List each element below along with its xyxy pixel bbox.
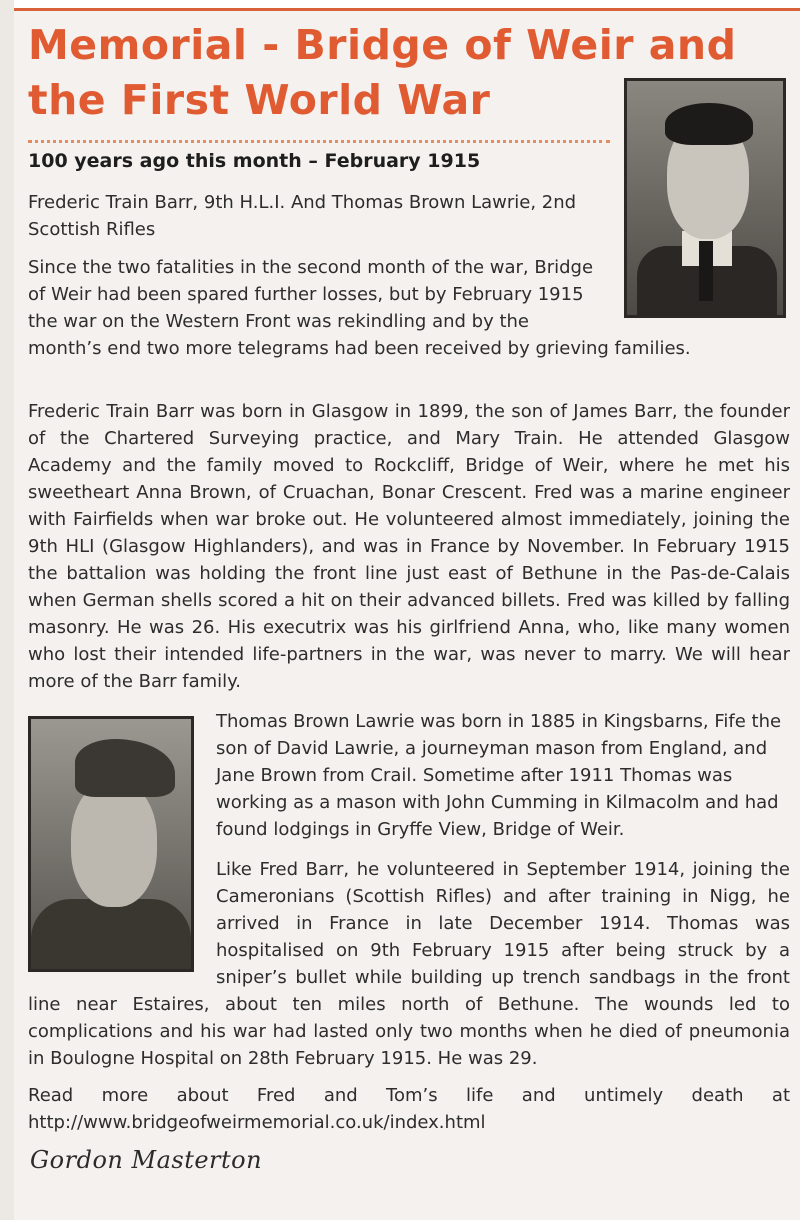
since-paragraph [28, 254, 788, 362]
photo-wrap-spacer [28, 856, 216, 991]
article-title: Memorial - Bridge of Weir and the First World War [28, 21, 737, 124]
lawrie-paragraph-1: Thomas Brown Lawrie was born in 1885 in Kingsbarns, Fife the son of David Lawrie, a journeyman mason from England, and Jane Brown from Crail. Sometime after 1911 Thomas was working as a mason with John Cumming in Kilmacolm and had found lodgings in Gryffe View, Bridge of Weir. [216, 711, 782, 840]
page-edge [0, 0, 14, 1220]
top-border [0, 0, 800, 11]
barr-paragraph: Frederic Train Barr was born in Glasgow in 1899, the son of James Barr, the founder of the Chartered Surveying practice, and Mary Train. He attended Glasgow Academy and the family moved to Rockcliff, Bridge of Weir, where he met his sweetheart Anna Brown, of Cruachan, Bonar Crescent. Fred was a marine engineer with Fairfields when war broke out. He volunteered almost immediately, joining the 9th HLI (Glasgow Highlanders), and was in France by November. In February 1915 the battalion was holding the front line just east of Bethune in the Pas-de-Calais when German shells scored a hit on their advanced billets. Fred was killed by falling masonry. He was 26. His executrix was his girlfriend Anna, who, like many women who lost their intended life-partners in the war, was never to marry. We will hear more of the Barr family. [28, 401, 790, 692]
since-text: Since the two fatalities in the second month of the war, Bridge of Weir had been spared further losses, but by February 1915 the war on the Western Front was rekindling and by the month’s end two more telegrams had been received by grieving families. [28, 257, 691, 359]
intro-text: Frederic Train Barr, 9th H.L.I. And Thomas Brown Lawrie, 2nd Scottish Rifles [28, 192, 577, 240]
author-signature: Gordon Masterton [30, 1146, 263, 1174]
lawrie-paragraph-2 [28, 856, 790, 1072]
dotted-divider [28, 140, 610, 143]
read-more-text: Read more about Fred and Tom’s life and untimely death at http://www.bridgeofweirmemorial.co.uk/index.html [28, 1085, 790, 1133]
article-subtitle: 100 years ago this month – February 1915 [28, 150, 481, 172]
lawrie-paragraph-2-text: Like Fred Barr, he volunteered in September 1914, joining the Cameronians (Scottish Rifles) and after training in Nigg, he arrived in France in late December 1914. Thomas was hospitalised on 9th February 1915 after being struck by a sniper’s bullet while building up trench sandbags in the front line near Estaires, about ten miles north of Bethune. The wounds led to complications and his war had lasted only two months when he died of pneumonia in Boulogne Hospital on 28th February 1915. He was 29. [28, 859, 790, 1069]
portrait-wrap-spacer [606, 254, 788, 322]
